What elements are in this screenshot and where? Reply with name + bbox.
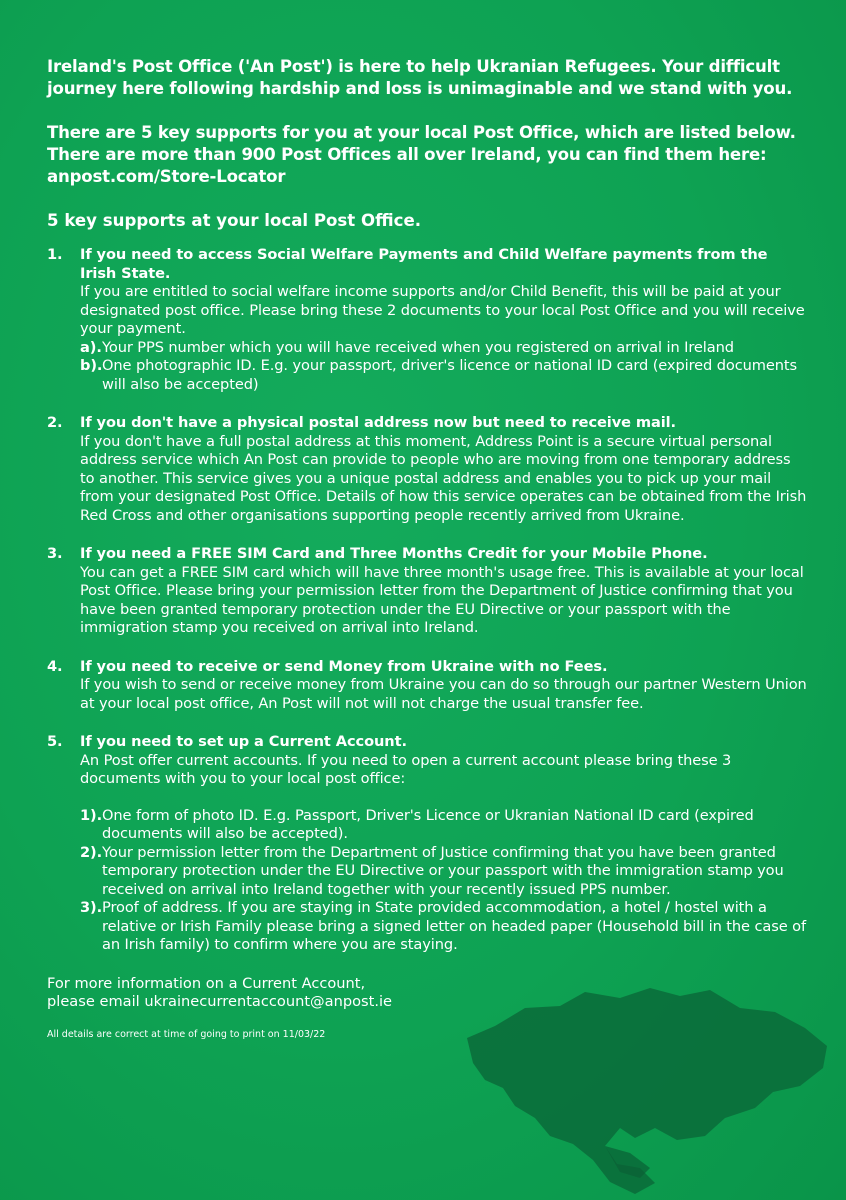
sub-item-a	[80, 339, 807, 358]
item-number: 1.	[47, 246, 63, 263]
item-title: If you need to access Social Welfare Payments and Child Welfare payments from the Irish State.	[80, 246, 768, 282]
sub-text: One photographic ID. E.g. your passport, driver's licence or national ID card (expired documents will also be accepted)	[102, 357, 798, 393]
sub-item-b	[80, 357, 807, 394]
item-title: If you need to set up a Current Account.	[80, 733, 407, 750]
supports-heading: 5 key supports at your local Post Office.	[47, 211, 422, 230]
support-item-3	[47, 545, 807, 638]
item-number: 5.	[47, 733, 63, 750]
sub-label: 2).	[80, 843, 103, 861]
sub-text: One form of photo ID. E.g. Passport, Driver's Licence or Ukranian National ID card (expired documents will also be accepted).	[102, 806, 754, 842]
sub-label: 3).	[80, 899, 103, 916]
item-number: 4.	[47, 657, 63, 675]
supports-list	[47, 246, 807, 955]
footer-email-line: please email ukrainecurrentaccount@anpost.ie	[47, 993, 393, 1010]
item-title: If you don't have a physical postal address now but need to receive mail.	[80, 414, 676, 431]
support-item-1	[47, 246, 807, 394]
intro-paragraph-1: Ireland's Post Office ('An Post') is here to help Ukranian Refugees. Your difficult journey here following hardship and loss is unimaginable and we stand with you.	[47, 57, 793, 98]
item-body: You can get a FREE SIM card which will have three month's usage free. This is available at your local Post Office. Please bring your permission letter from the Department of Justice confirming that you have been granted temporary protection under the EU Directive or your passport with the immigration stamp you received on arrival into Ireland.	[80, 563, 804, 636]
item-body: If you don't have a full postal address at this moment, Address Point is a secure virtual personal address service which An Post can provide to people who are moving from one temporary address to another. This service gives you a unique postal address and enables you to pick up your mail from your designated Post Office. Details of how this service operates can be obtained from the Irish Red Cross and other organisations supporting people recently arrived from Ukraine.	[80, 432, 807, 524]
item-title: If you need a FREE SIM Card and Three Months Credit for your Mobile Phone.	[80, 545, 708, 562]
sub-label: 1).	[80, 806, 103, 824]
sub-label: b).	[80, 357, 103, 374]
sub-item-1	[80, 807, 807, 844]
support-item-2	[47, 414, 807, 525]
support-item-4	[47, 658, 807, 714]
ukraine-map-icon	[455, 968, 835, 1198]
print-disclaimer: All details are correct at time of going to print on 11/03/22	[47, 1028, 326, 1040]
item-body: If you wish to send or receive money from Ukraine you can do so through our partner Western Union at your local post office, An Post will not will not charge the usual transfer fee.	[80, 676, 807, 712]
sub-item-3	[80, 899, 807, 955]
item-title: If you need to receive or send Money from Ukraine with no Fees.	[80, 657, 608, 675]
footer-line-1: For more information on a Current Account,	[47, 974, 366, 992]
item-number: 2.	[47, 414, 63, 431]
item-body: An Post offer current accounts. If you need to open a current account please bring these 3 documents with you to your local post office:	[80, 751, 732, 787]
sub-text: Your permission letter from the Department of Justice confirming that you have been granted temporary protection under the EU Directive or your passport with the immigration stamp you received on arrival into Ireland together with your recently issued PPS number.	[102, 843, 784, 898]
item-body: If you are entitled to social welfare income supports and/or Child Benefit, this will be paid at your designated post office. Please bring these 2 documents to your local Post Office and you will receive your payment.	[80, 283, 805, 337]
flyer-content	[47, 56, 807, 1044]
sub-item-2	[80, 844, 807, 900]
intro-paragraph-2: There are 5 key supports for you at your local Post Office, which are listed below. There are more than 900 Post Offices all over Ireland, you can find them here: anpost.com/Store-Locator	[47, 123, 796, 186]
item-number: 3.	[47, 545, 63, 562]
sub-label: a).	[80, 338, 102, 356]
sub-text: Proof of address. If you are staying in State provided accommodation, a hotel / hostel with a relative or Irish Family please bring a signed letter on headed paper (Household bill in the case of an Irish family) to confirm where you are staying.	[102, 899, 806, 953]
support-item-5	[47, 733, 807, 955]
sub-text: Your PPS number which you will have received when you registered on arrival in Ireland	[102, 338, 734, 356]
